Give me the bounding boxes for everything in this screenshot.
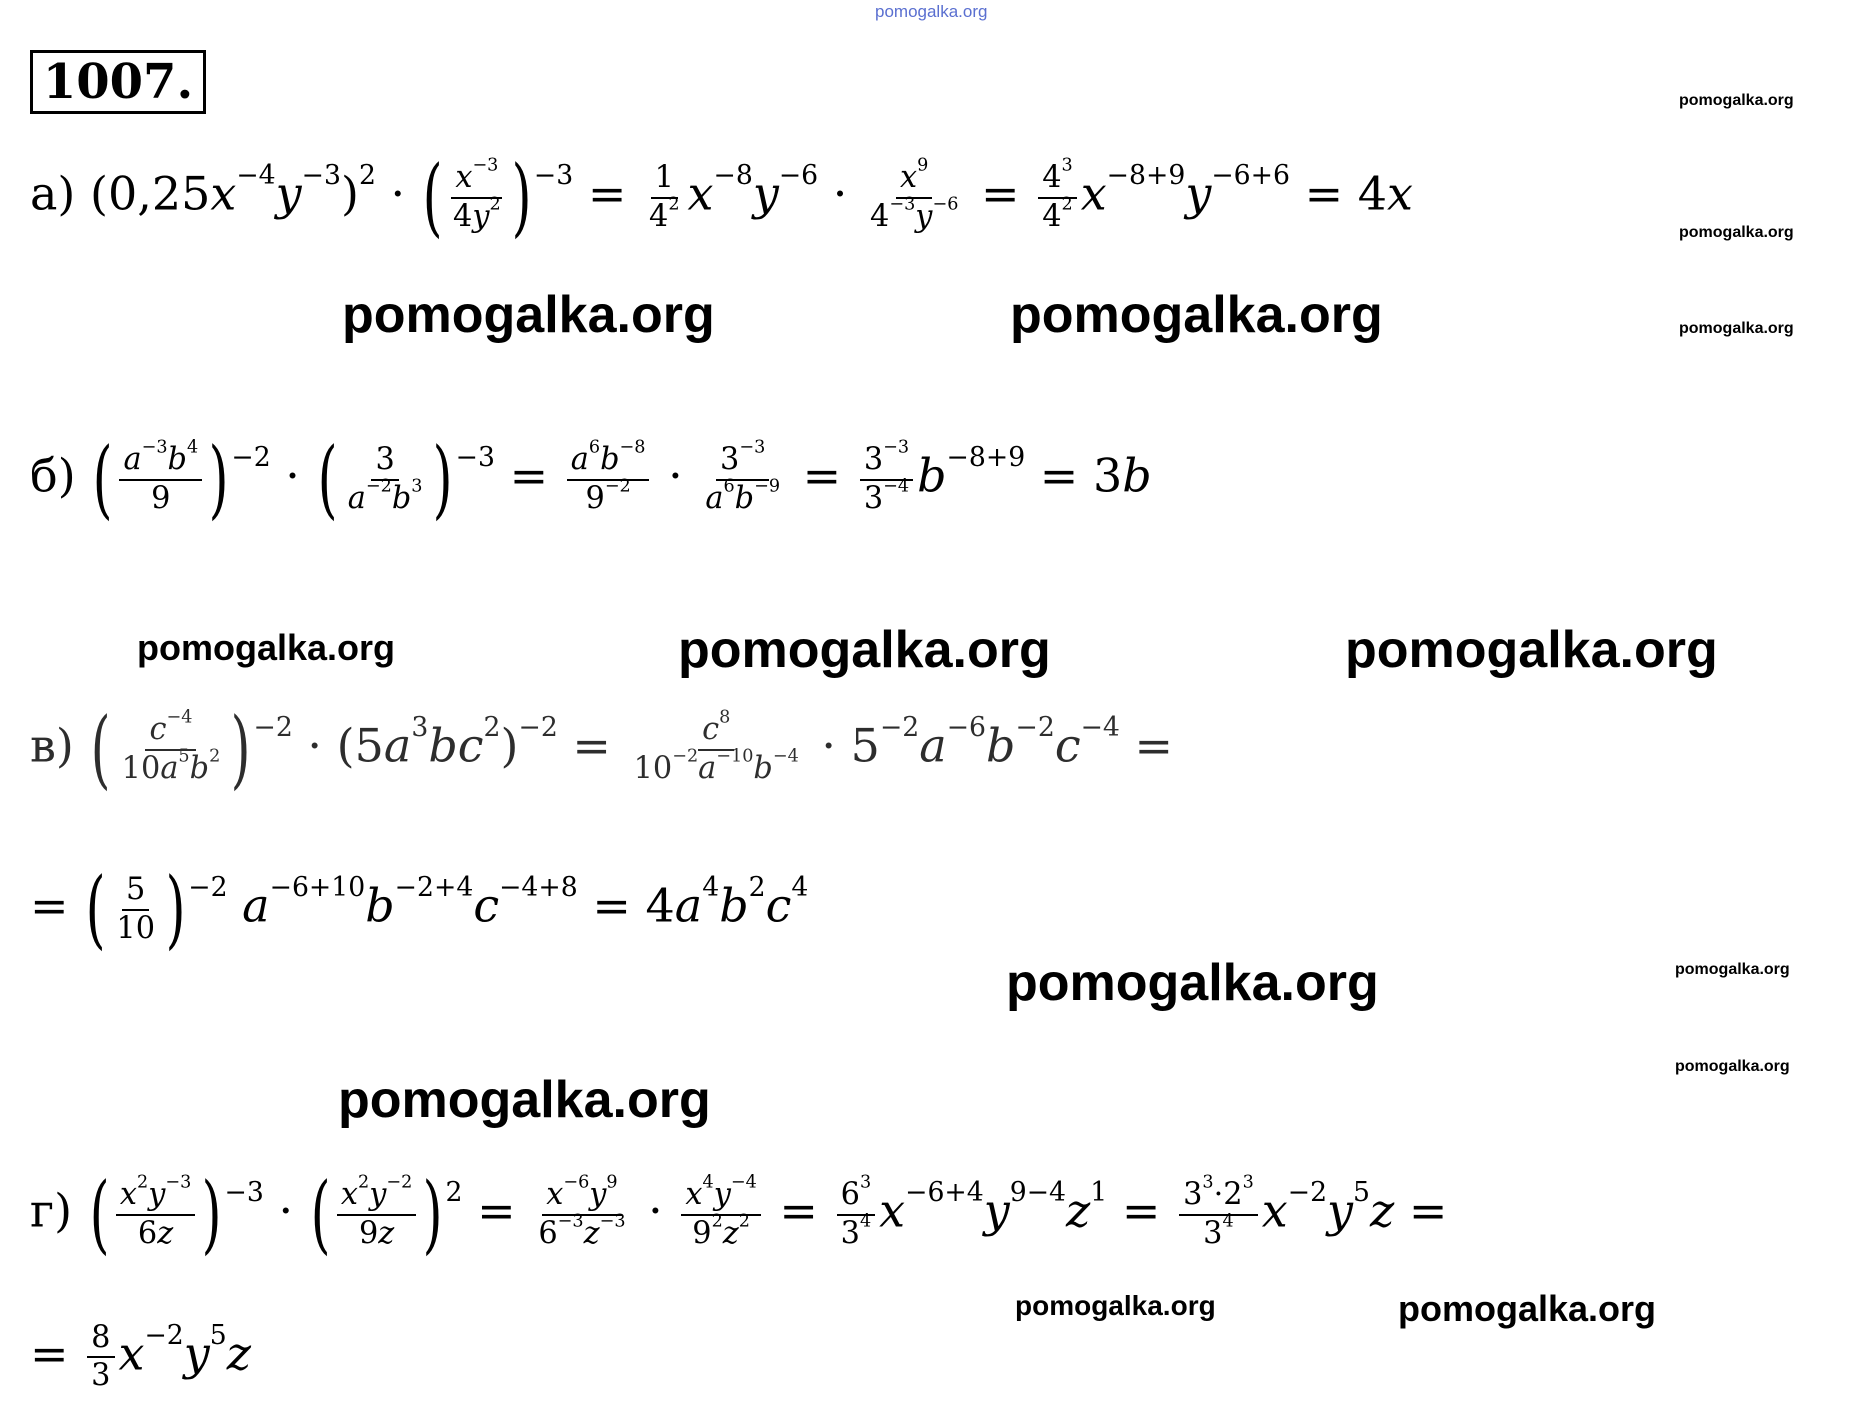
watermark: pomogalka.org [1675, 961, 1790, 978]
watermark: pomogalka.org [1675, 1058, 1790, 1075]
equation-b: б) ( $\frac{a^{-3}b^4}{9}$ )$^{-2}$ · ( $\frac{3}{a^{-2}b^3}$ )$^{-3}$ = $\frac{a^6b^{-8}}{9^{-2}}$ · $\frac{3^{-3}}{a^6b^{-9}}$ = $\frac{3^{-3}}{3^{-4}}$ $b^{-8+9} = 3b$ [30, 430, 1152, 529]
equation-g-cont: = $\frac{8}{3}$ $x^{-2}y^5z$ [30, 1320, 252, 1394]
label-v: в) [30, 718, 74, 773]
label-b: б) [30, 448, 76, 503]
watermark: pomogalka.org [137, 627, 396, 668]
watermark: pomogalka.org [1679, 92, 1794, 109]
equation-v-cont: = ( $\frac{5}{10}$ )$^{-2}$ $a^{-6+10}b^{-2+4}c^{-4+8} = 4a^4b^2c^4$ [30, 860, 809, 959]
label-g: г) [30, 1183, 73, 1238]
watermark: pomogalka.org [1679, 320, 1794, 337]
watermark: pomogalka.org [1015, 1290, 1216, 1321]
watermark: pomogalka.org [678, 621, 1051, 679]
watermark: pomogalka.org [1398, 1288, 1657, 1329]
watermark: pomogalka.org [338, 1071, 711, 1129]
watermark: pomogalka.org [1345, 621, 1718, 679]
watermark: pomogalka.org [342, 286, 715, 344]
equation-v: в) ( $\frac{c^{-4}}{10a^5b^2}$ )$^{-2} \cdot (5a^3bc^2)^{-2}$ = $\frac{c^8}{10^{-2}a^{-10}b^{-4}}$ · $5^{-2}a^{-6}b^{-2}c^{-4}$ = [30, 700, 1174, 799]
label-a: а) [30, 166, 76, 221]
equation-a: а) $(0,25x^{-4}y^{-3})^2$ · ( $\frac{x^{-3}}{4y^2}$ )$^{-3}$ = $\frac{1}{4^2}$ $x^{-8}y^{-6}$ · $\frac{x^9}{4^{-3}y^{-6}}$ = $\frac{4^3}{4^2}$ $x^{-8+9}y^{-6+6} = 4x$ [30, 148, 1413, 247]
watermark: pomogalka.org [875, 2, 988, 21]
watermark: pomogalka.org [1679, 224, 1794, 241]
equation-g: г) ( $\frac{x^2y^{-3}}{6z}$ )$^{-3}$ · ( $\frac{x^2y^{-2}}{9z}$ )$^2$ = $\frac{x^{-6}y^9}{6^{-3}z^{-3}}$ · $\frac{x^4y^{-4}}{9^2z^2}$ = $\frac{6^3}{3^4}$ $x^{-6+4}y^{9-4}z^1$ = $\frac{3^3\cdot 2^3}{3^4}$ $x^{-2}y^5z$ = [30, 1165, 1448, 1264]
watermark: pomogalka.org [1010, 286, 1383, 344]
watermark: pomogalka.org [1006, 954, 1379, 1012]
task-number: 1007. [30, 50, 206, 114]
